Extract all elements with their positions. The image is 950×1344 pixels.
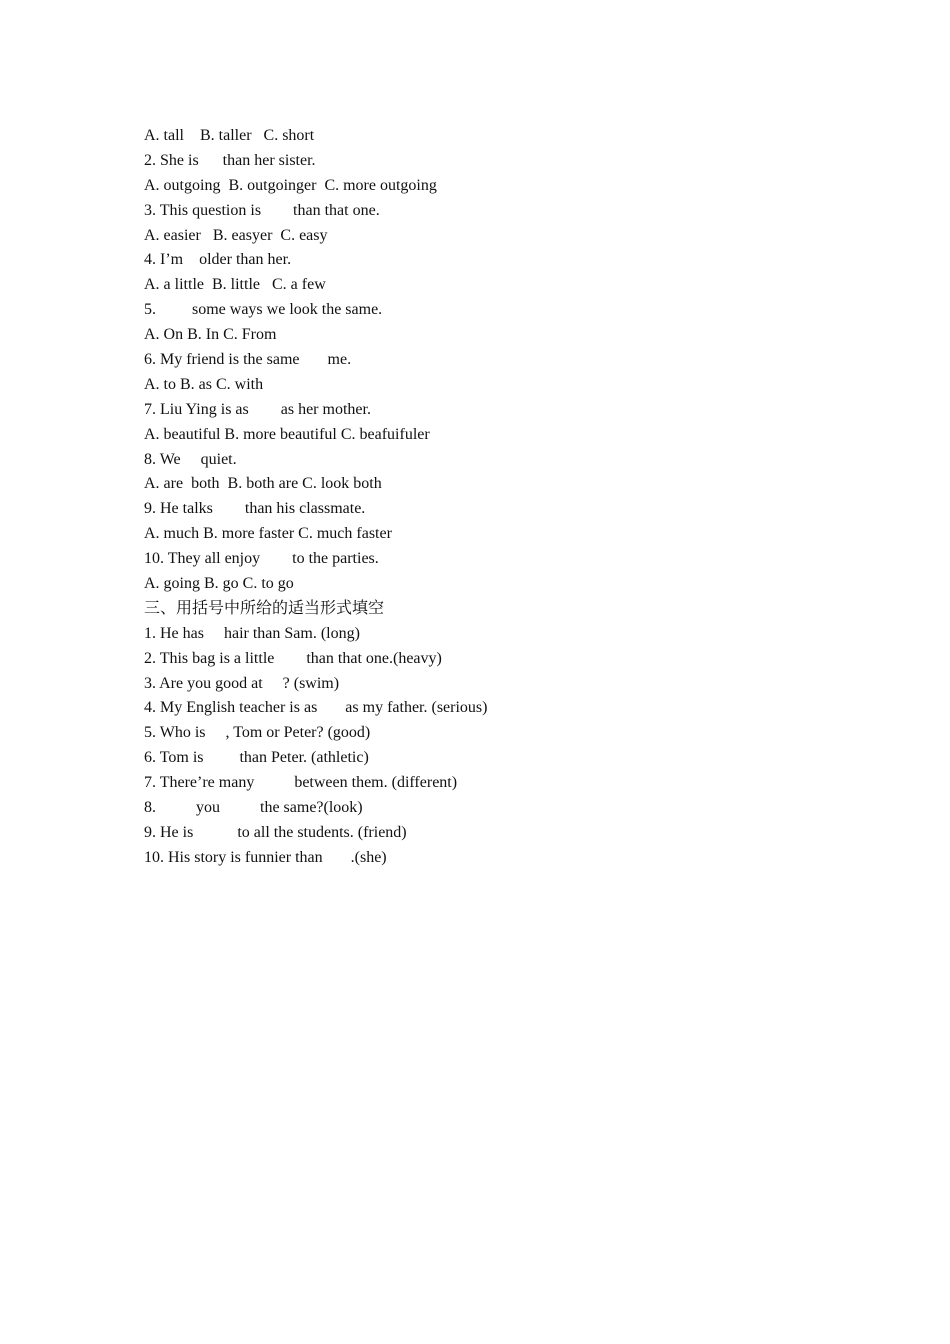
text-line: 7. Liu Ying is as as her mother.: [144, 400, 371, 418]
text-line: A. to B. as C. with: [144, 375, 264, 393]
text-line: A. beautiful B. more beautiful C. beafuifuler: [144, 425, 430, 443]
text-line: 8. We quiet.: [144, 450, 237, 468]
text-line: A. easier B. easyer C. easy: [144, 226, 328, 244]
text-line: 9. He talks than his classmate.: [144, 500, 366, 518]
text-line: 3. This question is than that one.: [144, 201, 380, 219]
section-heading: 三、用括号中所给的适当形式填空: [144, 599, 385, 617]
text-line: A. much B. more faster C. much faster: [144, 525, 392, 543]
text-line: 1. He has hair than Sam. (long): [144, 624, 360, 642]
text-line: 10. They all enjoy to the parties.: [144, 550, 379, 568]
text-line: 5. Who is , Tom or Peter? (good): [144, 724, 371, 742]
text-line: 9. He is to all the students. (friend): [144, 823, 407, 841]
text-line: 5. some ways we look the same.: [144, 301, 383, 319]
text-line: A. are both B. both are C. look both: [144, 475, 382, 493]
text-line: 10. His story is funnier than .(she): [144, 848, 387, 866]
text-line: 4. I’m older than her.: [144, 251, 292, 269]
text-line: A. tall B. taller C. short: [144, 127, 315, 144]
text-line: 2. This bag is a little than that one.(heavy): [144, 649, 442, 667]
text-line: 3. Are you good at ? (swim): [144, 674, 340, 692]
text-line: 8. you the same?(look): [144, 799, 363, 817]
text-line: A. outgoing B. outgoinger C. more outgoing: [144, 176, 437, 194]
text-line: 6. My friend is the same me.: [144, 351, 352, 369]
text-line: 7. There’re many between them. (different): [144, 774, 458, 792]
exercise-text: [144, 124, 844, 871]
text-line: 2. She is than her sister.: [144, 151, 316, 169]
text-line: 4. My English teacher is as as my father. (serious): [144, 699, 488, 717]
text-line: 6. Tom is than Peter. (athletic): [144, 749, 369, 767]
text-line: A. On B. In C. From: [144, 326, 277, 344]
text-line: A. a little B. little C. a few: [144, 276, 326, 294]
text-line: A. going B. go C. to go: [144, 575, 294, 593]
